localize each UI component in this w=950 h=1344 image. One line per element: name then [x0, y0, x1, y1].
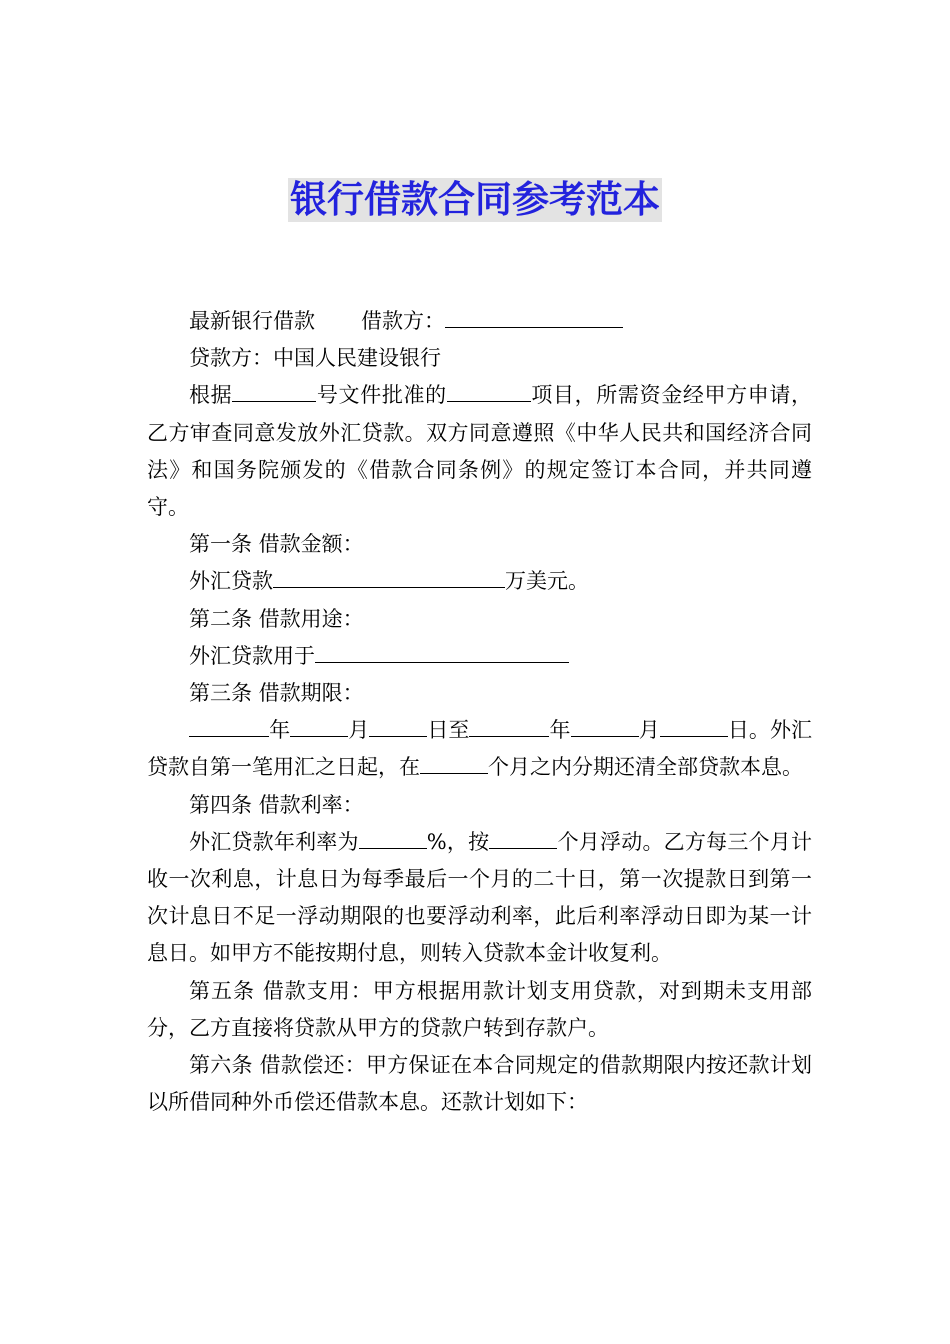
day-to-label: 日至: [427, 718, 470, 743]
end-year-blank: [469, 735, 549, 737]
latest-bank-loan-text: 最新银行借款: [189, 309, 315, 333]
article-3-body: [147, 712, 812, 786]
borrower-label: 借款方：: [361, 309, 445, 333]
end-month-blank: [571, 735, 639, 737]
project-blank: [447, 400, 531, 402]
interest-rate-text: 个月浮动。乙方每三个月计收一次利息，计息日为每季最后一个月的二十日，第一次提款日到第一次计息日不足一浮动期限的也要浮动利率，此后利率浮动日即为某一计息日。如甲方不能按期付息，则转入贷款本金计收复利。: [147, 829, 812, 966]
interest-rate-unit: %，按: [426, 829, 490, 854]
document-title-block: [0, 178, 950, 222]
loan-amount-label: 外汇贷款: [189, 569, 273, 594]
preamble-text-2: 号文件批准的: [316, 383, 447, 408]
months-blank: [420, 772, 488, 774]
document-title: 银行借款合同参考范本: [290, 178, 660, 221]
interest-rate-label: 外汇贷款年利率为: [189, 829, 359, 854]
month-label: 月: [638, 718, 660, 743]
end-day-blank: [660, 735, 728, 737]
article-4-heading: 第四条 借款利率：: [189, 792, 364, 817]
article-1-heading: 第一条 借款金额：: [189, 532, 364, 557]
article-6-paragraph: 第六条 借款偿还：甲方保证在本合同规定的借款期限内按还款计划以所借同种外币偿还借款本息。还款计划如下：: [147, 1053, 812, 1115]
preamble-text-3: 项目，所需资金经甲方申请，乙方审查同意发放外汇贷款。双方同意遵照《中华人民共和国经济合同法》和国务院颁发的《借款合同条例》的规定签订本合同，并共同遵守。: [147, 383, 813, 520]
article-3-heading: 第三条 借款期限：: [189, 681, 364, 706]
article-2-body: [147, 638, 812, 675]
document-number-blank: [232, 400, 316, 402]
month-label: 月: [348, 718, 370, 743]
repayment-period-text: 日。外汇贷款自第一笔用汇之日起，在: [147, 718, 813, 780]
loan-purpose-label: 外汇贷款用于: [189, 643, 315, 668]
year-label: 年: [549, 718, 571, 743]
start-day-blank: [369, 735, 427, 737]
lender-line: 贷款方：中国人民建设银行: [189, 346, 441, 371]
loan-purpose-blank: [315, 661, 569, 663]
start-year-blank: [189, 735, 269, 737]
loan-amount-blank: [273, 586, 505, 588]
preamble-paragraph: [147, 377, 812, 526]
preamble-text-1: 根据: [189, 383, 233, 408]
borrower-line: [147, 303, 812, 340]
article-5-paragraph: 第五条 借款支用：甲方根据用款计划支用贷款，对到期未支用部分，乙方直接将贷款从甲方的贷款户转到存款户。: [147, 978, 812, 1040]
borrower-blank: [445, 326, 623, 328]
repayment-period-text-2: 个月之内分期还清全部贷款本息。: [488, 755, 803, 780]
loan-amount-unit: 万美元。: [505, 569, 589, 594]
article-4-body: [147, 824, 812, 973]
contract-body: [147, 303, 812, 1121]
start-month-blank: [290, 735, 348, 737]
interest-rate-blank: [359, 847, 427, 849]
year-label: 年: [269, 718, 291, 743]
float-months-blank: [489, 847, 557, 849]
article-2-heading: 第二条 借款用途：: [189, 606, 364, 631]
article-1-body: [147, 563, 812, 600]
